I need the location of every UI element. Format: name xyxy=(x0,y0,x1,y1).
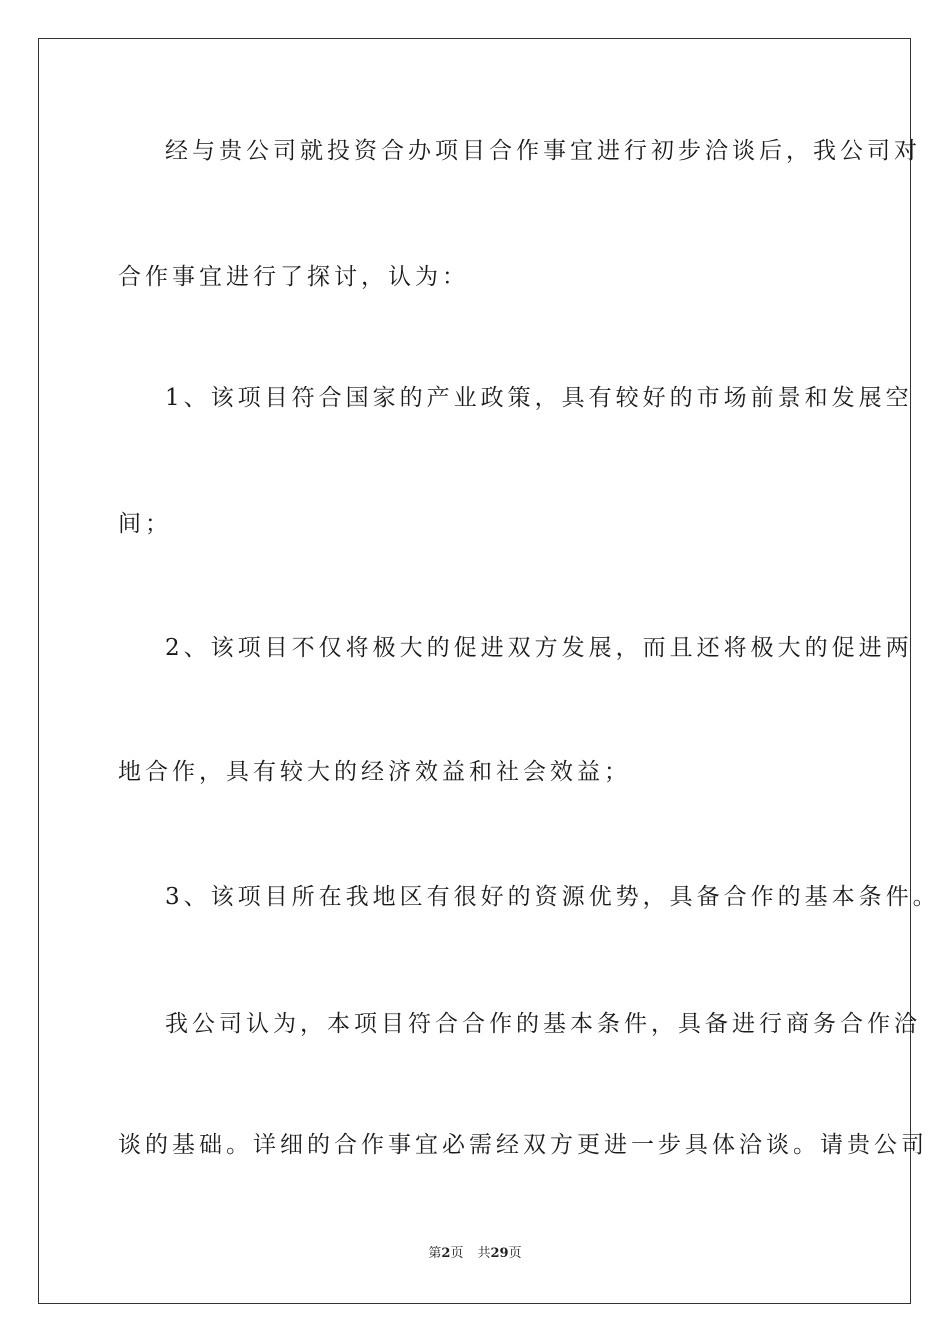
page-border xyxy=(38,38,940,1304)
footer-page-number: 2 xyxy=(441,1246,451,1261)
paragraph-line-3: 1、该项目符合国家的产业政策，具有较好的市场前景和发展空 xyxy=(165,385,913,411)
paragraph-line-6: 地合作，具有较大的经济效益和社会效益； xyxy=(118,759,631,785)
paragraph-line-7: 3、该项目所在我地区有很好的资源优势，具备合作的基本条件。 xyxy=(165,884,940,910)
paragraph-line-1: 经与贵公司就投资合办项目合作事宜进行初步洽谈后，我公司对 xyxy=(165,138,921,164)
footer-total-suffix: 页 xyxy=(508,1246,522,1261)
paragraph-line-2: 合作事宜进行了探讨，认为： xyxy=(118,264,469,290)
footer-total-pages: 29 xyxy=(490,1246,509,1261)
paragraph-line-5: 2、该项目不仅将极大的促进双方发展，而且还将极大的促进两 xyxy=(165,635,913,661)
paragraph-line-4: 间； xyxy=(118,511,172,537)
footer-page-suffix: 页 xyxy=(450,1246,464,1261)
footer-page-prefix: 第 xyxy=(428,1246,442,1261)
paragraph-line-9: 谈的基础。详细的合作事宜必需经双方更进一步具体洽谈。请贵公司 xyxy=(118,1132,928,1158)
footer-total-prefix: 共 xyxy=(477,1246,491,1261)
paragraph-line-8: 我公司认为，本项目符合合作的基本条件，具备进行商务合作洽 xyxy=(165,1011,921,1037)
page-footer xyxy=(0,1245,950,1263)
